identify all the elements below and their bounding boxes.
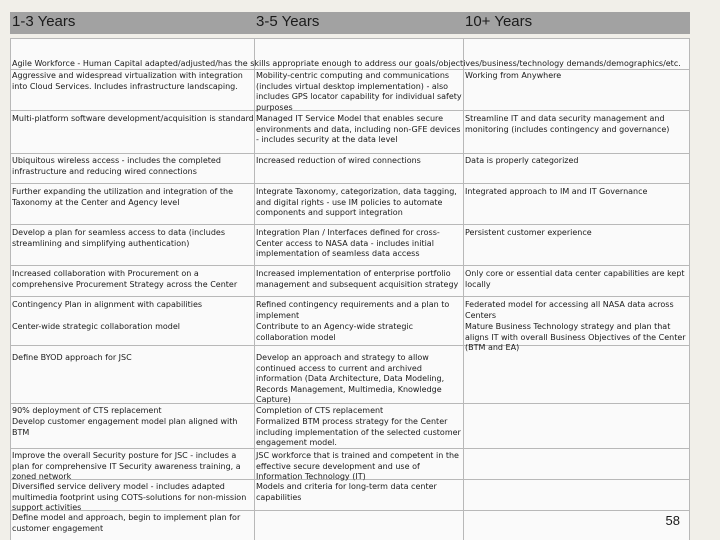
row-divider <box>10 265 690 266</box>
cell-3-5-years: Formalized BTM process strategy for the Center including implementation of the selected customer engagement model. <box>256 417 461 448</box>
cell-3-5-years: Contribute to an Agency-wide strategic collaboration model <box>256 322 414 342</box>
cell-3-5-years: Integration Plan / Interfaces defined for cross-Center access to NASA data - includes initial implementation of seamless data access <box>256 228 440 259</box>
cell-3-5-years: Mobility-centric computing and communications (includes virtual desktop implementation) - also includes GPS locator capability for individual safety purposes <box>256 71 462 112</box>
row-divider <box>10 38 690 39</box>
row-divider <box>10 224 690 225</box>
cell-1-3-years: Multi-platform software development/acquisition is standard <box>12 114 254 123</box>
cell-1-3-years: Develop a plan for seamless access to data (includes streamlining and simplifying authentication) <box>12 228 225 248</box>
row-divider <box>10 153 690 154</box>
cell-1-3-years: Further expanding the utilization and integration of the Taxonomy at the Center and Agency level <box>12 187 234 207</box>
cell-3-5-years: JSC workforce that is trained and competent in the effective secure development and use of Information Technology (IT) <box>256 451 459 482</box>
cell-10-plus-years: Data is properly categorized <box>465 156 579 165</box>
cell-3-5-years: Models and criteria for long-term data center capabilities <box>256 482 437 502</box>
row-divider <box>10 183 690 184</box>
cell-3-5-years: Develop an approach and strategy to allow continued access to current and archived information (Data Architecture, Data Modeling, Records Management, Multimedia, Knowledge Capture) <box>256 353 445 405</box>
cell-10-plus-years: Mature Business Technology strategy and plan that aligns IT with overall Business Objectives of the Center (BTM and EA) <box>465 322 686 353</box>
cell-10-plus-years: Working from Anywhere <box>465 71 562 80</box>
cell-1-3-years: Increased collaboration with Procurement on a comprehensive Procurement Strategy across the Center <box>12 269 238 289</box>
cell-1-3-years: Center-wide strategic collaboration model <box>12 322 180 331</box>
intro-text: Agile Workforce - Human Capital adapted/adjusted/has the skills appropriate enough to address our goals/objectives/business/technology demands/demographics/etc. <box>12 59 681 68</box>
page-number: 58 <box>665 513 680 528</box>
column-header-1-3-years: 1-3 Years <box>12 13 76 30</box>
column-header-10-plus-years: 10+ Years <box>465 13 533 30</box>
cell-1-3-years: Aggressive and widespread virtualization with integration into Cloud Services. Includes infrastructure landscaping. <box>12 71 243 91</box>
cell-3-5-years: Managed IT Service Model that enables secure environments and data, including non-GFE devices - includes security at the data level <box>256 114 461 145</box>
cell-10-plus-years: Only core or essential data center capabilities are kept locally <box>465 269 685 289</box>
cell-3-5-years: Integrate Taxonomy, categorization, data tagging, and digital rights - use IM policies to automate components and support integration <box>256 187 457 218</box>
column-divider <box>10 38 11 540</box>
cell-3-5-years: Completion of CTS replacement <box>256 406 384 415</box>
column-header-bar <box>10 12 690 34</box>
cell-1-3-years: 90% deployment of CTS replacement <box>12 406 162 415</box>
roadmap-table <box>10 38 690 540</box>
cell-1-3-years: Improve the overall Security posture for JSC - includes a plan for comprehensive IT Security awareness training, a zoned network <box>12 451 241 482</box>
cell-10-plus-years: Integrated approach to IM and IT Governance <box>465 187 648 196</box>
cell-3-5-years: Increased implementation of enterprise portfolio management and subsequent acquisition strategy <box>256 269 459 289</box>
cell-10-plus-years: Streamline IT and data security management and monitoring (includes contingency and governance) <box>465 114 670 134</box>
cell-1-3-years: Contingency Plan in alignment with capabilities <box>12 300 203 309</box>
cell-1-3-years: Ubiquitous wireless access - includes the completed infrastructure and reducing wired connections <box>12 156 221 176</box>
cell-1-3-years: Define BYOD approach for JSC <box>12 353 132 362</box>
cell-3-5-years: Refined contingency requirements and a plan to implement <box>256 300 450 320</box>
row-divider <box>10 296 690 297</box>
column-header-3-5-years: 3-5 Years <box>256 13 320 30</box>
cell-3-5-years: Increased reduction of wired connections <box>256 156 421 165</box>
cell-1-3-years: Diversified service delivery model - includes adapted multimedia footprint using COTS-solutions for non-mission support activities <box>12 482 247 513</box>
cell-1-3-years: Develop customer engagement model plan aligned with BTM <box>12 417 238 437</box>
column-divider <box>689 38 690 540</box>
cell-1-3-years: Define model and approach, begin to implement plan for customer engagement <box>12 513 241 533</box>
cell-10-plus-years: Federated model for accessing all NASA data across Centers <box>465 300 674 320</box>
cell-10-plus-years: Persistent customer experience <box>465 228 592 237</box>
